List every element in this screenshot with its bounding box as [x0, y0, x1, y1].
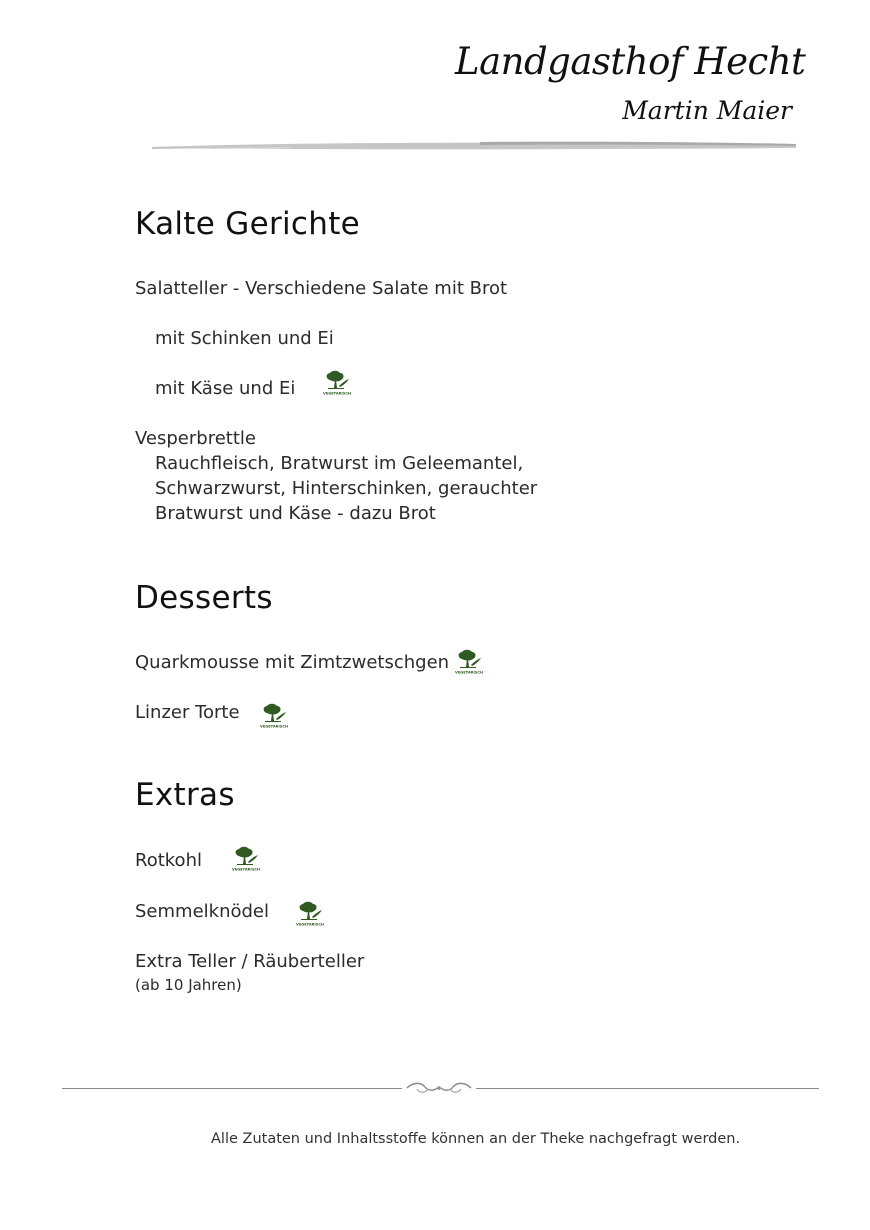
menu-item-vesperbrettle: Vesperbrettle: [135, 428, 256, 449]
menu-item-semmelknoedel: Semmelknödel: [135, 901, 269, 922]
menu-option-schinken-ei: mit Schinken und Ei: [155, 328, 334, 349]
vegetarian-label: VEGETARISCH: [455, 670, 483, 675]
section-heading-desserts: Desserts: [135, 580, 273, 616]
menu-item-quarkmousse: Quarkmousse mit Zimtzwetschgen: [135, 652, 450, 673]
menu-item-description: Rauchfleisch, Bratwurst im Geleemantel,: [155, 453, 524, 474]
vegetarian-icon: [295, 901, 325, 931]
ornament-icon: [403, 1080, 475, 1096]
logo-subtitle: Martin Maier: [622, 96, 792, 125]
vegetarian-icon: [322, 370, 352, 400]
vegetarian-label: VEGETARISCH: [260, 724, 288, 729]
vegetarian-icon: [259, 703, 289, 733]
footer-divider-left: [62, 1088, 402, 1089]
menu-item-linzer-torte: Linzer Torte: [135, 702, 240, 723]
menu-item-extra-teller: Extra Teller / Räuberteller: [135, 951, 365, 972]
vegetarian-label: VEGETARISCH: [232, 867, 260, 872]
vegetarian-label: VEGETARISCH: [323, 391, 351, 396]
menu-item-description: Bratwurst und Käse - dazu Brot: [155, 503, 436, 524]
logo-title: Landgasthof Hecht: [455, 40, 806, 83]
footer-divider-right: [476, 1088, 819, 1089]
menu-item-salatteller: Salatteller - Verschiedene Salate mit Brot: [135, 278, 508, 299]
brush-stroke-divider: [150, 138, 800, 152]
menu-option-kaese-ei: mit Käse und Ei: [155, 378, 296, 399]
menu-item-description: Schwarzwurst, Hinterschinken, gerauchter: [155, 478, 538, 499]
menu-item-note: (ab 10 Jahren): [135, 976, 242, 994]
footer-note: Alle Zutaten und Inhaltsstoffe können an der Theke nachgefragt werden.: [211, 1131, 741, 1147]
menu-item-rotkohl: Rotkohl: [135, 850, 202, 871]
vegetarian-icon: [454, 649, 484, 679]
vegetarian-icon: [231, 846, 261, 876]
section-heading-kalte-gerichte: Kalte Gerichte: [135, 206, 361, 242]
section-heading-extras: Extras: [135, 777, 235, 813]
vegetarian-label: VEGETARISCH: [296, 922, 324, 927]
